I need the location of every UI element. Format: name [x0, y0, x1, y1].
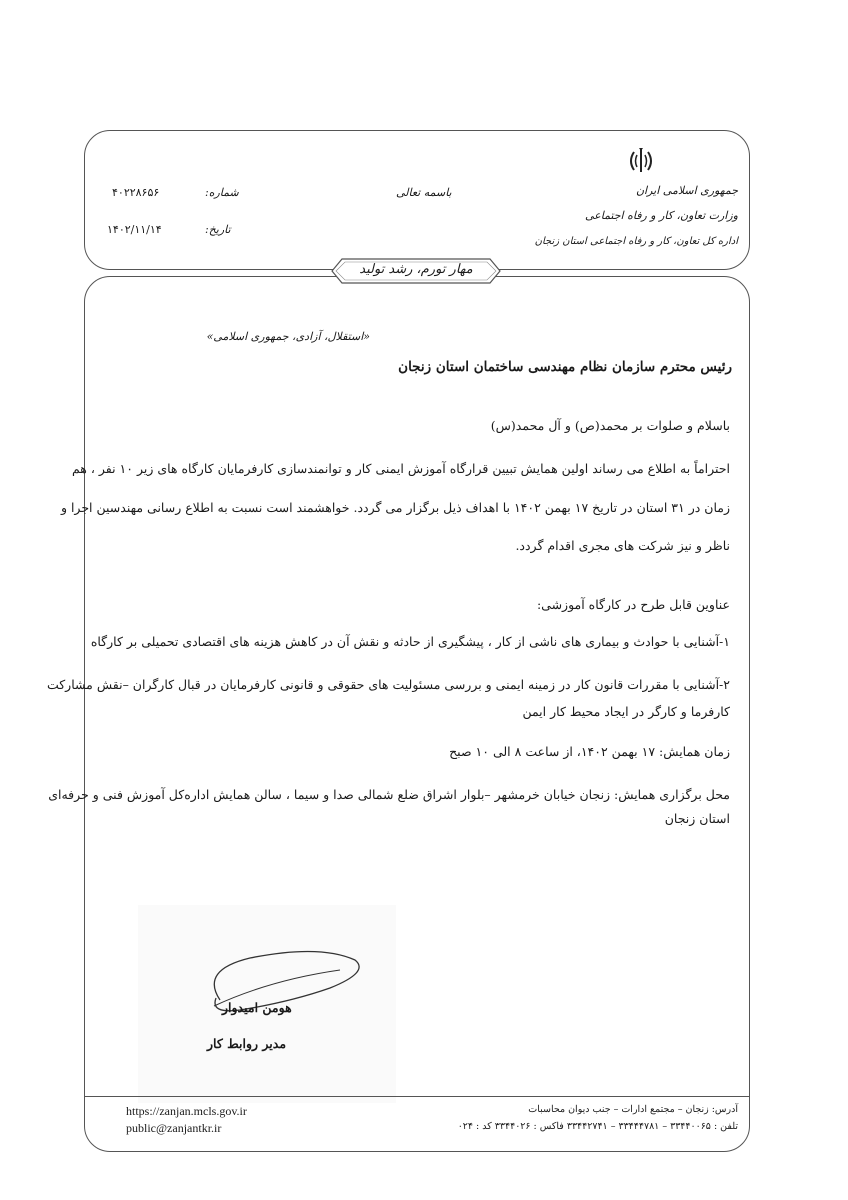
footer-divider [84, 1096, 750, 1097]
topic-item-continuation: کارفرما و کارگر در ایجاد محیط کار ایمن [522, 704, 730, 719]
ministry-line-1: جمهوری اسلامی ایران [635, 184, 738, 197]
recipient-heading: رئیس محترم سازمان نظام مهندسی ساختمان استان زنجان [398, 359, 732, 375]
footer-address: آدرس: زنجان – مجتمع ادارات – جنب دیوان محاسبات [528, 1104, 738, 1115]
iran-emblem-icon [624, 146, 658, 176]
greeting-line: باسلام و صلوات بر محمد(ص) و آل محمد(س) [490, 418, 730, 433]
event-time: زمان همایش: ۱۷ بهمن ۱۴۰۲، از ساعت ۸ الی ۱۰ صبح [449, 744, 730, 759]
slogan-text: مهار تورم، رشد تولید [359, 262, 473, 277]
signer-title: مدیر روابط کار [207, 1036, 287, 1051]
ministry-line-2: وزارت تعاون، کار و رفاه اجتماعی [584, 209, 738, 222]
event-location-continuation: استان زنجان [664, 811, 730, 826]
letter-number-value: ۴۰۲۲۸۶۵۶ [112, 186, 160, 199]
body-paragraph-line: ناظر و نیز شرکت های مجری اقدام گردد. [515, 538, 730, 553]
event-location: محل برگزاری همایش: زنجان خیابان خرمشهر –بلوار اشراق ضلع شمالی صدا و سیما ، سالن همایش اداره‌کل آموزش فنی و حرفه‌ای [48, 787, 730, 802]
footer-phones: تلفن : ۳۳۴۴۰۰۶۵ – ۳۳۴۴۴۷۸۱ – ۳۳۴۴۲۷۴۱ فاکس : ۳۳۴۴۰۲۶ کد : ۰۲۴ [457, 1121, 738, 1132]
letter-number-label: شماره: [205, 186, 239, 199]
topics-heading: عناوین قابل طرح در کارگاه آموزشی: [536, 597, 730, 612]
signer-name: هومن امیدوار [222, 1000, 292, 1015]
letter-date-value: ۱۴۰۲/۱۱/۱۴ [107, 223, 162, 236]
topic-item: ۲-آشنایی با مقررات قانون کار در زمینه ایمنی و بررسی مسئولیت های حقوقی و قانونی کارفرمایان در قبال کارگران –نقش مشارکت [46, 677, 730, 692]
email-link[interactable]: public@zanjantkr.ir [126, 1121, 222, 1135]
letter-date-label: تاریخ: [205, 223, 231, 236]
body-paragraph-line: احتراماً به اطلاع می رساند اولین همایش تبیین قرارگاه آموزش ایمنی کار و توانمندسازی کارفرمایان کارگاه های زیر ۱۰ نفر ، هم [71, 461, 730, 476]
website-link[interactable]: https://zanjan.mcls.gov.ir [126, 1104, 247, 1118]
bismillah-heading: باسمه تعالی [396, 186, 452, 199]
ministry-line-3: اداره کل تعاون، کار و رفاه اجتماعی استان زنجان [534, 236, 738, 247]
national-motto: «استقلال، آزادی، جمهوری اسلامی» [206, 330, 370, 343]
topic-item: ۱-آشنایی با حوادث و بیماری های ناشی از کار ، پیشگیری از حادثه و نقش آن در کاهش هزینه های اقتصادی تحمیلی بر کارگاه [90, 634, 730, 649]
body-paragraph-line: زمان در ۳۱ استان در تاریخ ۱۷ بهمن ۱۴۰۲ با اهداف ذیل برگزار می گردد. خواهشمند است نسبت به اطلاع رسانی مهندسین اجرا و [60, 500, 730, 515]
